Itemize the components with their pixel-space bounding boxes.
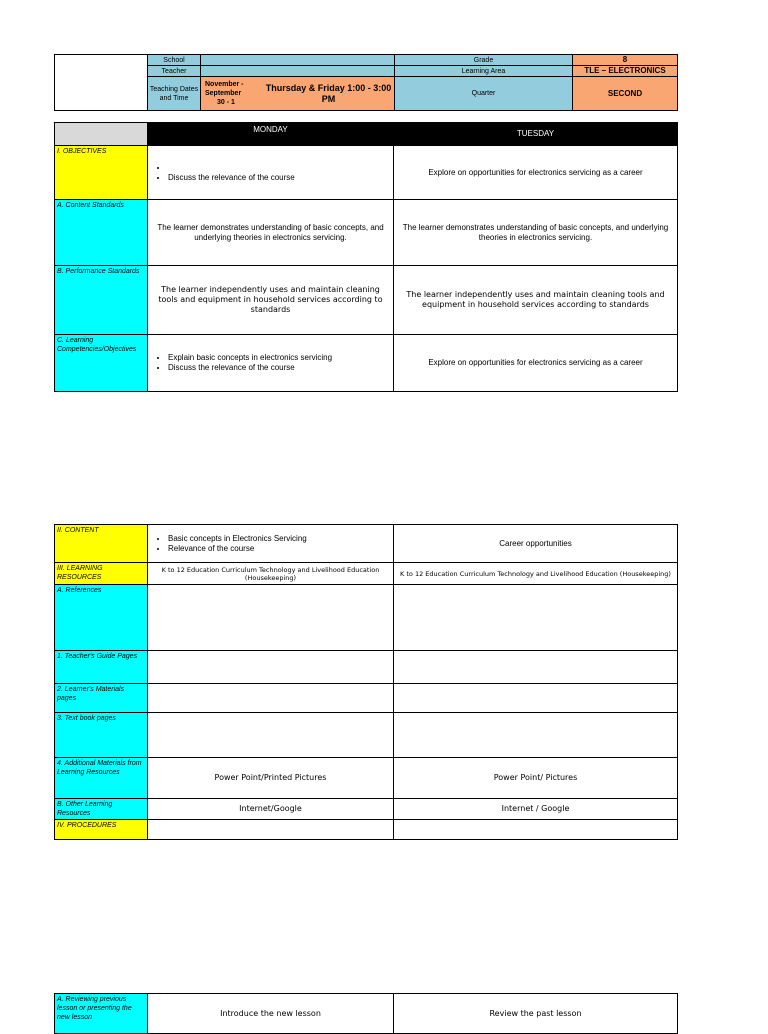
- references-monday: [148, 585, 394, 651]
- learning-area-value: TLE – ELECTRONICS: [573, 66, 678, 77]
- procedures-table: [54, 993, 678, 1034]
- procedures-tuesday: [394, 820, 678, 840]
- objectives-monday: [148, 146, 394, 200]
- content-standards-tuesday: The learner demonstrates understanding of basic concepts, and underlying theories in electronics servicing.: [394, 200, 678, 266]
- teaching-dates-label: Teaching Dates and Time: [148, 77, 201, 111]
- additional-materials-tuesday: Power Point/ Pictures: [394, 758, 678, 799]
- reviewing-tuesday: Review the past lesson: [394, 994, 678, 1034]
- tuesday-header: TUESDAY: [394, 123, 678, 146]
- teachers-guide-monday: [148, 651, 394, 684]
- teachers-guide-tuesday: [394, 651, 678, 684]
- competencies-monday-bullet: • Discuss the relevance of the course: [168, 363, 393, 373]
- additional-materials-monday: Power Point/Printed Pictures: [148, 758, 394, 799]
- textbook-tuesday: [394, 713, 678, 758]
- quarter-value: SECOND: [573, 77, 678, 111]
- competencies-label: C. Learning Competencies/Objectives: [55, 335, 148, 392]
- days-time-value: Thursday & Friday 1:00 - 3:00 PM: [265, 82, 392, 104]
- procedures-monday: [148, 820, 394, 840]
- content-standards-label: A. Content Standards: [55, 200, 148, 266]
- school-label: School: [148, 55, 201, 66]
- monday-header: MONDAY: [148, 123, 394, 146]
- content-table: [54, 524, 678, 840]
- objectives-table: [54, 122, 678, 392]
- learning-area-label: Learning Area: [395, 66, 573, 77]
- performance-standards-tuesday: The learner independently uses and maintain cleaning tools and equipment in household services according to standards: [394, 266, 678, 335]
- learning-resources-label: III. LEARNING RESOURCES: [55, 563, 148, 585]
- procedures-label: IV. PROCEDURES: [55, 820, 148, 840]
- school-value: [201, 55, 395, 66]
- objectives-tuesday: Explore on opportunities for electronics servicing as a career: [394, 146, 678, 200]
- reviewing-label: A. Reviewing previous lesson or presenting the new lesson: [55, 994, 148, 1034]
- learners-materials-tuesday: [394, 684, 678, 713]
- objectives-monday-bullet: [168, 163, 393, 173]
- learners-materials-monday: [148, 684, 394, 713]
- content-standards-monday: The learner demonstrates understanding of basic concepts, and underlying theories in electronics servicing.: [148, 200, 394, 266]
- teacher-value: [201, 66, 395, 77]
- references-label: A. References: [55, 585, 148, 651]
- references-tuesday: [394, 585, 678, 651]
- other-resources-label: B. Other Learning Resources: [55, 799, 148, 820]
- dates-value: November - September: [205, 81, 244, 97]
- header-blank-cell: [55, 55, 148, 111]
- other-resources-tuesday: Internet / Google: [394, 799, 678, 820]
- grade-label: Grade: [395, 55, 573, 66]
- dates-range: 30 - 1: [217, 99, 235, 106]
- objectives-monday-bullet: • Discuss the relevance of the course: [168, 173, 393, 183]
- content-monday-bullet: • Relevance of the course: [168, 544, 393, 554]
- performance-standards-label: B. Performance Standards: [55, 266, 148, 335]
- teachers-guide-label: 1. Teacher's Guide Pages: [55, 651, 148, 684]
- quarter-label: Quarter: [395, 77, 573, 111]
- grade-value: 8: [573, 55, 678, 66]
- additional-materials-label: 4. Additional Materials from Learning Resources: [55, 758, 148, 799]
- learning-resources-tuesday: K to 12 Education Curriculum Technology and Livelihood Education (Housekeeping): [394, 563, 678, 585]
- learners-materials-label: 2. Learner's Materials pages: [55, 684, 148, 713]
- performance-standards-monday: The learner independently uses and maintain cleaning tools and equipment in household services according to standards: [148, 266, 394, 335]
- teacher-label: Teacher: [148, 66, 201, 77]
- day-header-blank: [55, 123, 148, 146]
- competencies-monday: [148, 335, 394, 392]
- content-monday-bullet: • Basic concepts in Electronics Servicing: [168, 534, 393, 544]
- content-monday: [148, 525, 394, 563]
- reviewing-monday: Introduce the new lesson: [148, 994, 394, 1034]
- competencies-monday-bullet: • Explain basic concepts in electronics servicing: [168, 353, 393, 363]
- other-resources-monday: Internet/Google: [148, 799, 394, 820]
- competencies-tuesday: Explore on opportunities for electronics servicing as a career: [394, 335, 678, 392]
- content-tuesday: Career opportunities: [394, 525, 678, 563]
- textbook-label: 3. Text book pages: [55, 713, 148, 758]
- textbook-monday: [148, 713, 394, 758]
- objectives-label: I. OBJECTIVES: [55, 146, 148, 200]
- dates-time-cell: [201, 77, 395, 111]
- content-label: II. CONTENT: [55, 525, 148, 563]
- learning-resources-monday: K to 12 Education Curriculum Technology and Livelihood Education (Housekeeping): [148, 563, 394, 585]
- header-table: [54, 54, 678, 111]
